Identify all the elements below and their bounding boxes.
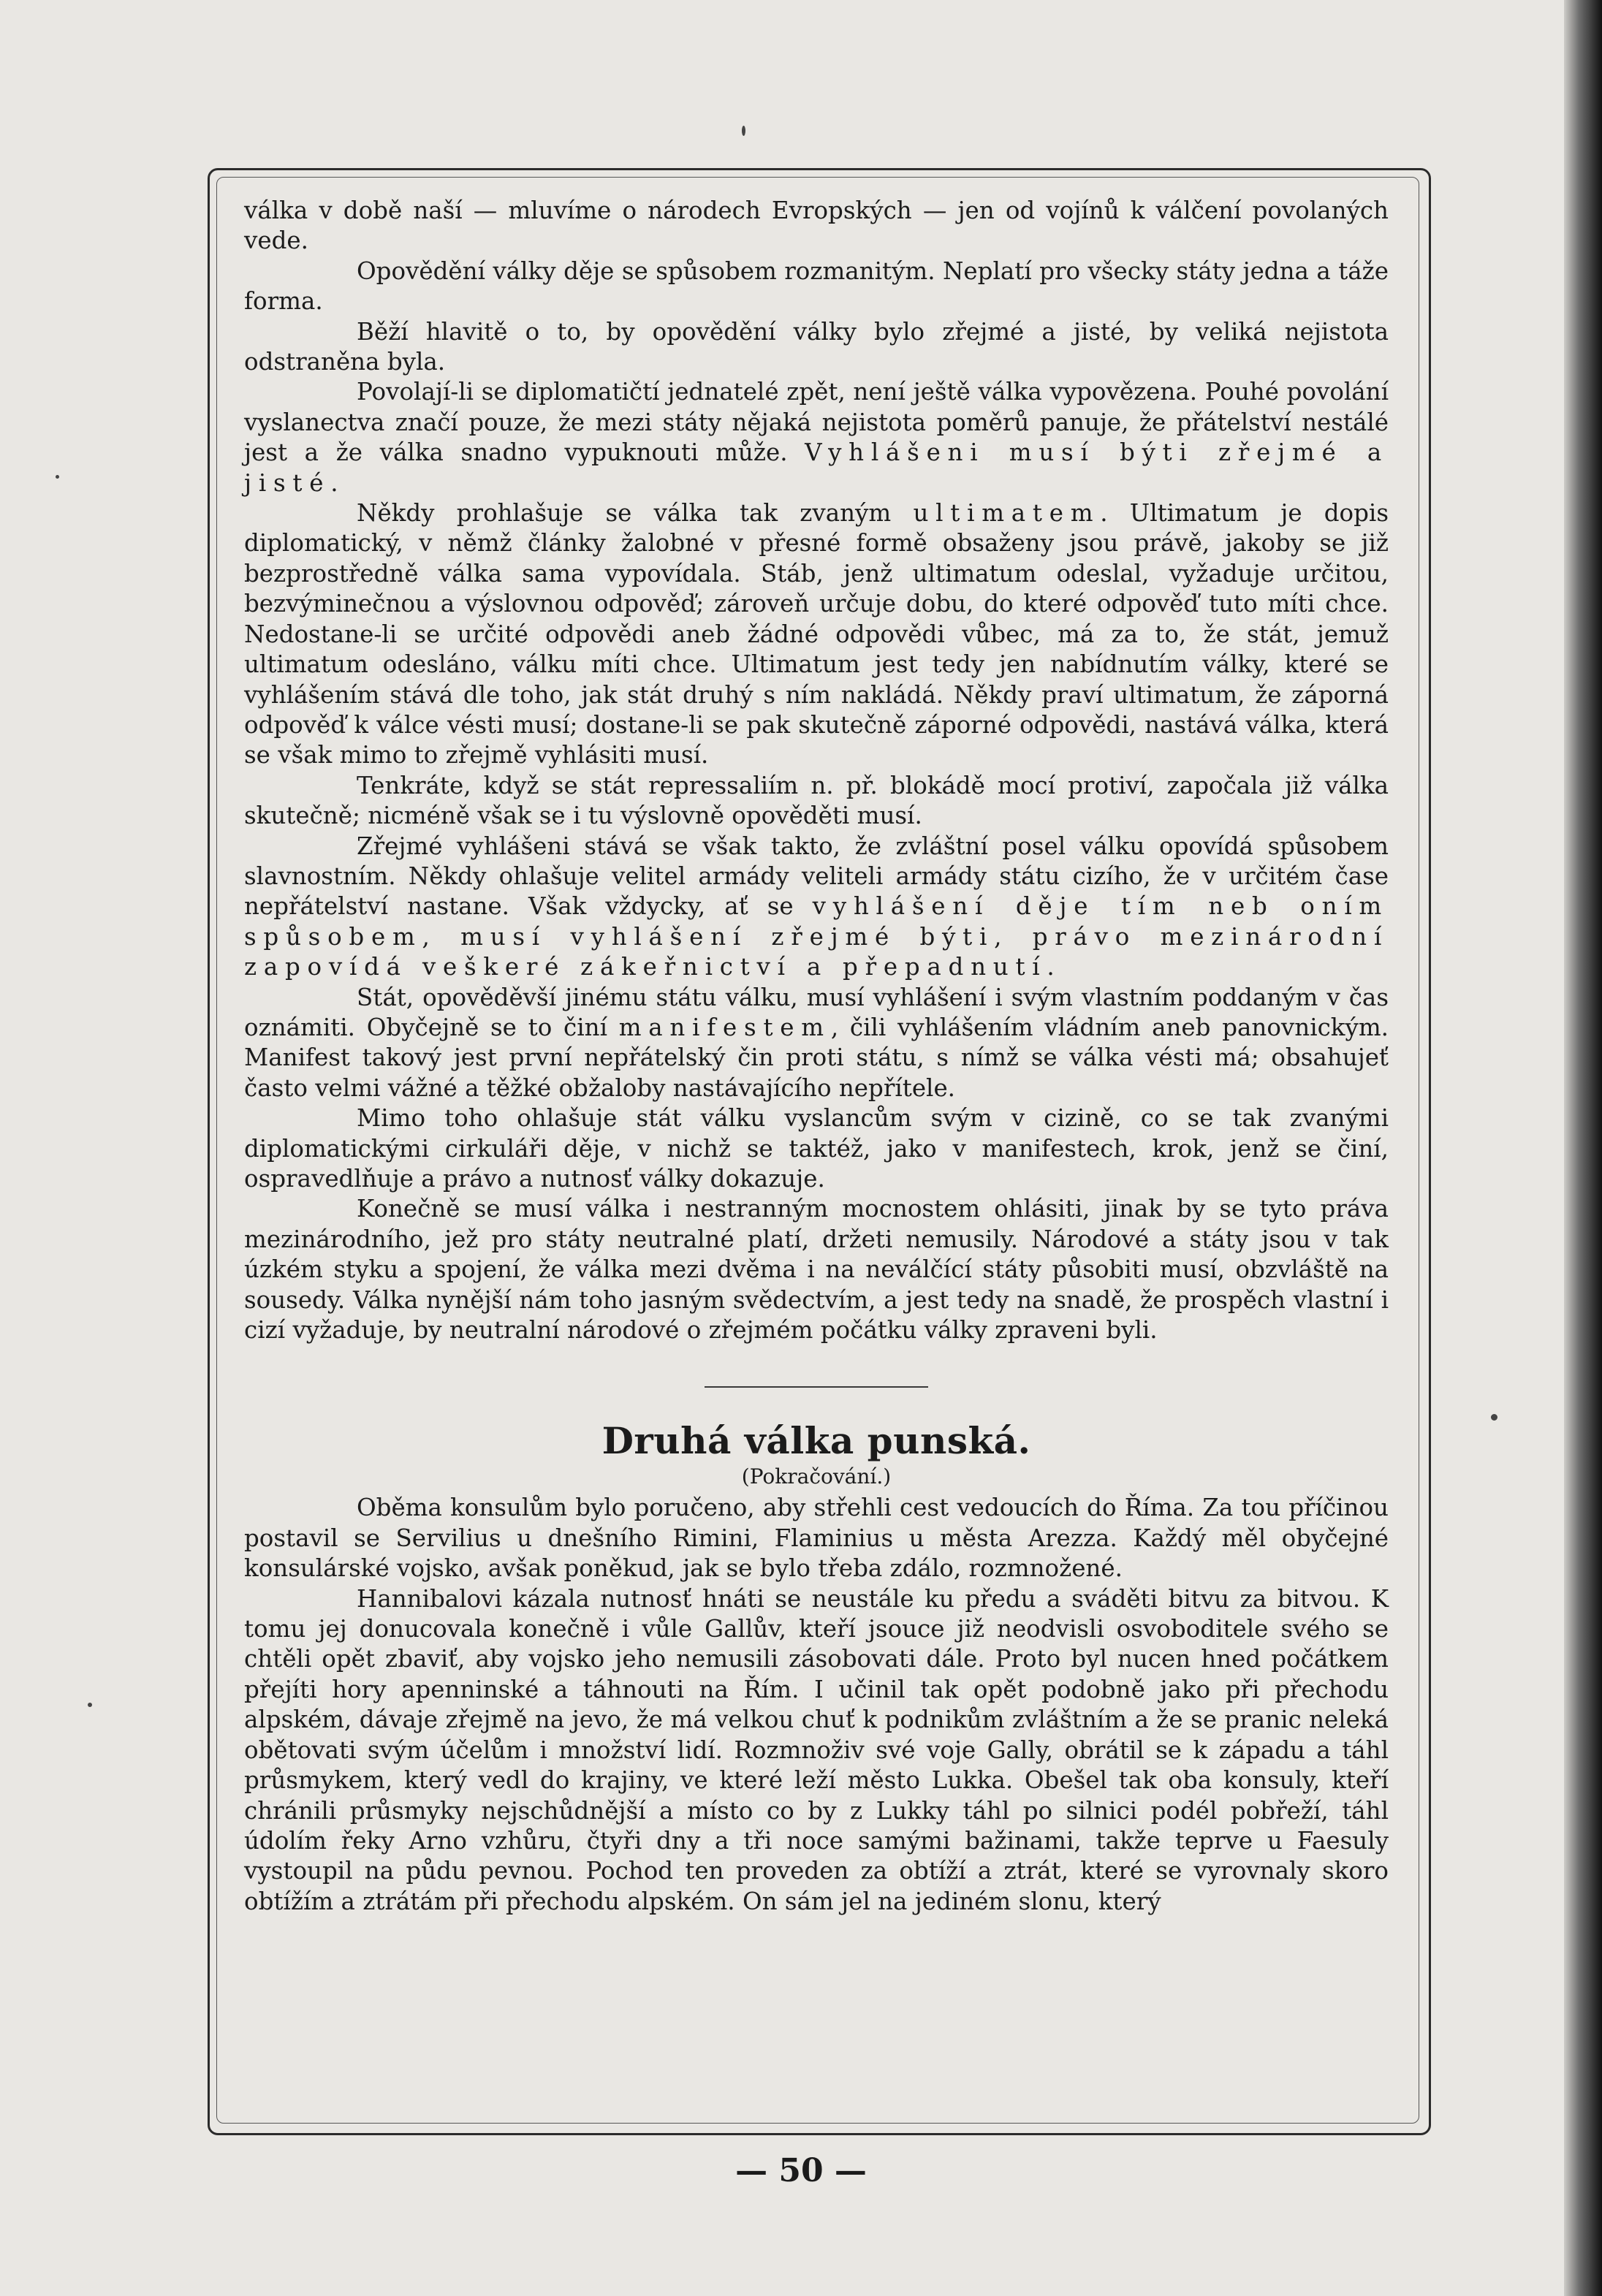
spaced-emphasis-text: Vyhlášeni musí býti zřejmé a jisté. xyxy=(244,438,1389,497)
ink-speck xyxy=(742,126,745,136)
spaced-emphasis-text: vyhlášení děje tím neb oním spůsobem, musí vyhlášení zřejmé býti, právo mezinárodní zapovídá veškeré zákeřnictví a přepadnutí. xyxy=(244,892,1389,981)
paragraph xyxy=(244,498,1389,771)
ink-speck xyxy=(56,475,59,479)
paragraph xyxy=(244,832,1389,983)
article-subtitle: (Pokračování.) xyxy=(741,1464,892,1489)
paragraph-text: Stát, opověděvší jinému státu válku, musí vyhlášení i svým vlastním poddaným v čas oznámiti. Obyčejně se to činí xyxy=(244,983,1389,1041)
paragraph xyxy=(244,377,1389,498)
paragraph xyxy=(244,771,1389,832)
paragraph xyxy=(244,196,1389,256)
paragraph xyxy=(244,1493,1389,1584)
paragraph-text: Někdy prohlašuje se válka tak zvaným xyxy=(357,499,914,528)
paragraph xyxy=(244,317,1389,378)
paragraph xyxy=(244,1584,1389,1917)
paragraph-text: Povolají-li se diplomatičtí jednatelé zpět, není ještě válka vypovězena. Pouhé povolání vyslanectva značí pouze, že mezi státy nějaká nejistota poměrů panuje, že přátelství nestálé jest a že válka snadno vypuknouti může. xyxy=(244,378,1389,467)
spaced-emphasis-text: manifestem xyxy=(618,1013,831,1041)
paragraph xyxy=(244,1103,1389,1194)
paragraph-text: . Ultimatum je dopis diplomatický, v němž články žalobné v přesné formě obsaženy jsou právě, jakoby se již bezprostředně válka sama vypovídala. Stáb, jenž ultimatum odeslal, vyžaduje určitou, bezvýminečnou a výslovnou odpověď; zároveň určuje dobu, do které odpověď tuto míti chce. Nedostane-li se určité odpovědi aneb žádné odpovědi vůbec, má za to, že stát, jemuž ultimatum odesláno, válku míti chce. Ultimatum jest tedy jen nabídnutím války, které se vyhlášením stává dle toho, jak stát druhý s ním nakládá. Někdy praví ultimatum, že záporná odpověď k válce vésti musí; dostane-li se pak skutečně záporné odpovědi, nastává válka, která se však mimo to zřejmě vyhlásiti musí. xyxy=(244,499,1389,769)
page-content xyxy=(244,196,1389,1917)
paragraph-text: Oběma konsulům bylo poručeno, aby střehli cest vedoucích do Říma. Za tou příčinou postavil se Servilius u dnešního Rimini, Flaminius u města Arezza. Každý měl obyčejné konsulárské vojsko, avšak poněkud, jak se bylo třeba zdálo, rozmnožené. xyxy=(244,1494,1389,1583)
spaced-emphasis-text: ultimatem xyxy=(913,499,1101,528)
paragraph-text: Mimo toho ohlašuje stát válku vyslancům svým v cizině, co se tak zvanými diplomatickými cirkuláři děje, v nichž se taktéž, jako v manifestech, krok, jenž se činí, ospravedlňuje a právo a nutnosť války dokazuje. xyxy=(244,1104,1389,1193)
article-title: Druhá válka punská. xyxy=(601,1419,1031,1463)
paragraph xyxy=(244,1194,1389,1345)
section-divider xyxy=(705,1386,928,1388)
paragraph xyxy=(244,983,1389,1104)
war-declaration-section xyxy=(244,196,1389,1345)
paragraph xyxy=(244,256,1389,317)
paragraph-text: Zřejmé vyhlášeni stává se však takto, že zvláštní posel válku opovídá spůsobem slavnostním. Někdy ohlašuje velitel armády veliteli armády státu cizího, že v určitém čase nepřátelství nastane. Však vždycky, ať se xyxy=(244,832,1389,921)
ink-speck xyxy=(88,1703,92,1707)
paragraph-text: Tenkráte, když se stát repressaliím n. př. blokádě mocí protiví, započala již válka skutečně; nicméně však se i tu výslovně opověděti musí. xyxy=(244,771,1389,830)
paragraph-text: Běží hlavitě o to, by opovědění války bylo zřejmé a jisté, by veliká nejistota odstraněna byla. xyxy=(244,317,1389,376)
page-number: — 50 — xyxy=(735,2152,867,2189)
paragraph-text: Opovědění války děje se spůsobem rozmanitým. Neplatí pro všecky státy jedna a táže forma. xyxy=(244,256,1389,316)
paragraph-text: válka v době naší — mluvíme o národech Evropských — jen od vojínů k válčení povolaných vede. xyxy=(244,197,1389,255)
paragraph-text: , čili vyhlášením vládním aneb panovnickým. Manifest takový jest první nepřátelský čin proti státu, s nímž se válka vésti má; obsahujeť často velmi vážné a těžké obžaloby nastávajícího nepřítele. xyxy=(244,1013,1389,1102)
paragraph-text: Hannibalovi kázala nutnosť hnáti se neustále ku předu a sváděti bitvu za bitvou. K tomu jej donucovala konečně i vůle Gallův, kteří jsouce již neodvisli osvoboditele svého se chtěli opět zbaviť, aby vojsko jeho nemusili zásobovati dále. Proto byl nucen hned počátkem přejíti hory apenninské a táhnouti na Řím. I učinil tak opět podobně jako při přechodu alpském, dávaje zřejmě na jevo, že má velkou chuť k podnikům zvláštním a že se pranic neleká obětovati svým účelům i množství lidí. Rozmnoživ své voje Gally, obrátil se k západu a táhl průsmykem, který vedl do krajiny, ve které leží město Lukka. Obešel tak oba konsuly, kteří chránili průsmyky nejschůdnější a místo co by z Lukky táhl po silnici podél pobřeží, táhl údolím řeky Arno vzhůru, čtyři dny a tři noce samými bažinami, takže teprve u Faesuly vystoupil na půdu pevnou. Pochod ten proveden za obtíží a ztrát, které se vyrovnaly skoro obtížím a ztrátám při přechodu alpském. On sám jel na jediném slonu, který xyxy=(244,1584,1389,1915)
ink-speck xyxy=(1491,1414,1497,1421)
page-edge-shadow xyxy=(1564,0,1602,2296)
paragraph-text: Konečně se musí válka i nestranným mocnostem ohlásiti, jinak by se tyto práva mezinárodního, jež pro státy neutralné platí, držeti nemusily. Národové a státy jsou v tak úzkém styku a spojení, že válka mezi dvěma i na neválčící státy působiti musí, obzvláště na sousedy. Válka nynější nám toho jasným svědectvím, a jest tedy na snadě, že prospěch vlastní i cizí vyžaduje, by neutralní národové o zřejmém počátku války zpraveni byli. xyxy=(244,1195,1389,1345)
punic-war-article-body xyxy=(244,1493,1389,1917)
